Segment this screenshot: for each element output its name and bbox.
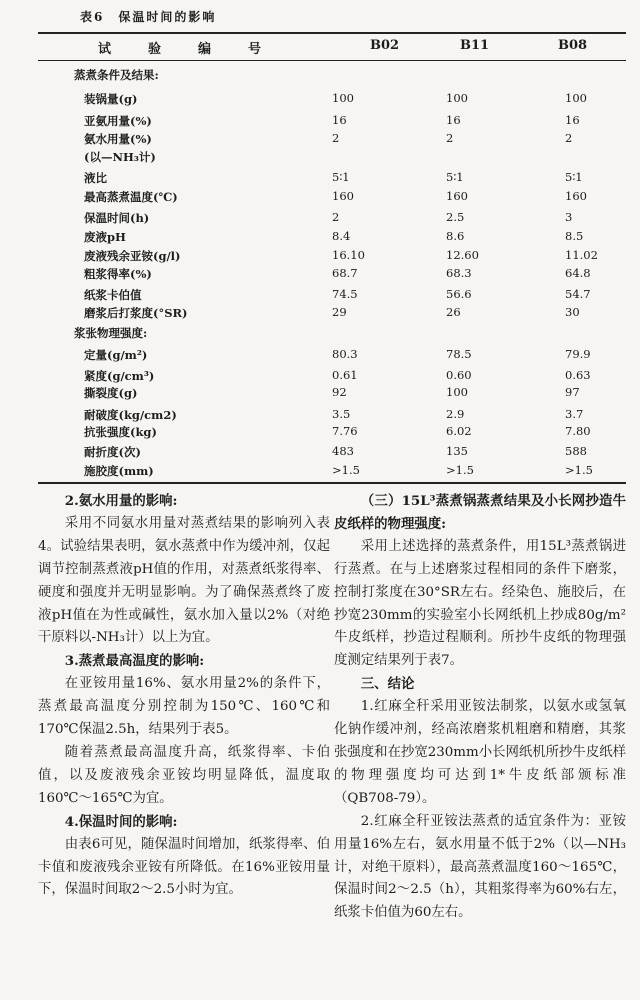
table-cell: 54.7 <box>565 287 591 301</box>
table-cell: 8.4 <box>332 229 351 243</box>
table-row <box>0 266 626 286</box>
table-row <box>0 385 626 405</box>
paragraph: 1.红麻全秆采用亚铵法制浆，以氨水或氢氧化钠作缓冲剂，经高浓磨浆机粗磨和精磨，其浆张强度和在抄宽230mm小长网纸机所抄牛皮纸样的物理强度均可达到1*牛皮纸部颁标准（QB708-79）。 <box>334 699 626 806</box>
table-cell: 92 <box>332 385 347 399</box>
row-label: 耐折度(次) <box>84 445 141 459</box>
table-cell: 0.60 <box>446 368 472 382</box>
table-row <box>0 347 626 367</box>
table-cell: 16.10 <box>332 248 365 262</box>
table-cell: 6.02 <box>446 424 472 438</box>
table-cell: >1.5 <box>446 463 474 477</box>
table-cell: 100 <box>565 91 587 105</box>
table-row <box>0 305 626 325</box>
row-label: 液比 <box>84 171 107 185</box>
row-label: 保温时间(h) <box>84 211 150 225</box>
table-row <box>0 463 626 483</box>
row-label: 废液pH <box>84 230 126 244</box>
table-cell: 78.5 <box>446 347 472 361</box>
section-heading: （三）15L³蒸煮锅蒸煮结果及小长网抄造牛皮纸样的物理强度: <box>334 493 626 532</box>
table-row <box>0 149 626 169</box>
table-cell: >1.5 <box>332 463 360 477</box>
table-cell: 100 <box>446 91 468 105</box>
paragraph: 由表6可见，随保温时间增加，纸浆得率、伯卡值和废液残余亚铵有所降低。在16%亚铵用量下，保温时间取2～2.5小时为宜。 <box>38 836 330 898</box>
table-cell: 2.5 <box>446 210 465 224</box>
table-row <box>0 170 626 190</box>
table-cell: 483 <box>332 444 354 458</box>
table-cell: 2.9 <box>446 407 465 421</box>
table-cell: 5∶1 <box>446 170 464 184</box>
paragraph: 2.红麻全秆亚铵法蒸煮的适宜条件为：亚铵用量16%左右，氨水用量不低于2%（以—NH₃计，对绝干原料），最高蒸煮温度160～165℃，保温时间2～2.5（h），其粗浆得率为60%右左，纸浆卡伯值为60左右。 <box>334 813 626 921</box>
table-cell: 30 <box>565 305 580 319</box>
table-cell: 68.7 <box>332 266 358 280</box>
header-b08: B08 <box>558 38 588 53</box>
header-test-number: 试 验 编 号 <box>98 42 274 57</box>
table-cell: 8.5 <box>565 229 584 243</box>
table-cell: 160 <box>565 189 587 203</box>
table-row <box>0 67 626 87</box>
row-label: (以—NH₃计) <box>84 150 156 164</box>
paragraph: 采用上述选择的蒸煮条件，用15L³蒸煮锅进行蒸煮。在与上述磨浆过程相同的条件下磨浆，控制打浆度在30°SR左右。经染色、施胶后，在抄宽230mm的实验室小长网纸机上抄成80g/m²牛皮纸样，抄造过程顺利。所抄牛皮纸的物理强度测定结果列于表7。 <box>334 538 626 669</box>
table-cell: 100 <box>446 385 468 399</box>
table-cell: 8.6 <box>446 229 465 243</box>
table-cell: 135 <box>446 444 468 458</box>
table-cell: 160 <box>446 189 468 203</box>
table-cell: 16 <box>565 113 580 127</box>
table-caption: 表6 保温时间的影响 <box>80 10 217 24</box>
table-cell: 2 <box>446 131 454 145</box>
table-cell: 16 <box>332 113 347 127</box>
row-label: 定量(g/m²) <box>84 348 148 362</box>
row-label: 抗张强度(kg) <box>84 425 157 439</box>
table-cell: 11.02 <box>565 248 598 262</box>
table-cell: 97 <box>565 385 580 399</box>
section-heading: 三、结论 <box>360 676 415 693</box>
row-label: 纸浆卡伯值 <box>84 288 142 302</box>
row-label: 磨浆后打浆度(°SR) <box>84 306 188 320</box>
table-row <box>0 248 626 268</box>
row-label: 耐破度(kg/cm2) <box>84 408 177 422</box>
table-cell: 56.6 <box>446 287 472 301</box>
table-cell: 3 <box>565 210 573 224</box>
row-label: 装锅量(g) <box>84 92 138 106</box>
table-cell: 0.63 <box>565 368 591 382</box>
table-header-rule <box>38 60 626 61</box>
row-label: 氨水用量(%) <box>84 132 152 146</box>
table-header <box>38 38 626 58</box>
row-label: 撕裂度(g) <box>84 386 138 400</box>
table-cell: 5∶1 <box>565 170 583 184</box>
table-cell: 7.76 <box>332 424 358 438</box>
table-cell: >1.5 <box>565 463 593 477</box>
table-cell: 12.60 <box>446 248 479 262</box>
table-cell: 5∶1 <box>332 170 350 184</box>
table-cell: 2 <box>332 131 340 145</box>
paragraph: 随着蒸煮最高温度升高，纸浆得率、卡伯值，以及废液残余亚铵均明显降低，温度取160℃～165℃为宜。 <box>38 744 330 806</box>
table-cell: 2 <box>332 210 340 224</box>
table-row <box>0 229 626 249</box>
table-bottom-rule <box>38 482 626 484</box>
header-b11: B11 <box>460 38 490 53</box>
table-row <box>0 113 626 133</box>
header-b02: B02 <box>370 38 400 53</box>
table-row <box>0 189 626 209</box>
section-heading: 3.蒸煮最高温度的影响: <box>64 653 205 670</box>
table-row <box>0 91 626 111</box>
table-row <box>0 325 626 345</box>
table-cell: 3.7 <box>565 407 584 421</box>
left-text-column <box>38 490 330 902</box>
paragraph: 在亚铵用量16%、氨水用量2%的条件下，蒸煮最高温度分别控制为150℃、160℃和170℃保温2.5h，结果列于表5。 <box>38 676 330 738</box>
table-cell: 74.5 <box>332 287 358 301</box>
row-label: 施胶度(mm) <box>84 464 154 478</box>
table-row <box>0 287 626 307</box>
row-section-label: 浆张物理强度: <box>74 326 148 340</box>
table-cell: 64.8 <box>565 266 591 280</box>
table-cell: 26 <box>446 305 461 319</box>
row-section-label: 蒸煮条件及结果: <box>74 68 159 82</box>
table-cell: 16 <box>446 113 461 127</box>
table-cell: 3.5 <box>332 407 351 421</box>
row-label: 粗浆得率(%) <box>84 267 152 281</box>
right-text-column <box>334 490 626 925</box>
table-cell: 588 <box>565 444 587 458</box>
table-cell: 79.9 <box>565 347 591 361</box>
row-label: 废液残余亚铵(g/l) <box>84 249 181 263</box>
section-heading: 4.保温时间的影响: <box>64 813 178 830</box>
table-row <box>0 131 626 151</box>
table-cell: 80.3 <box>332 347 358 361</box>
row-label: 亚氨用量(%) <box>84 114 152 128</box>
section-heading: 2.氨水用量的影响: <box>64 493 178 509</box>
table-cell: 7.80 <box>565 424 591 438</box>
table-cell: 29 <box>332 305 347 319</box>
table-top-rule <box>38 32 626 34</box>
table-cell: 0.61 <box>332 368 358 382</box>
row-label: 最高蒸煮温度(℃) <box>84 190 178 204</box>
table-row <box>0 444 626 464</box>
table-cell: 68.3 <box>446 266 472 280</box>
table-row <box>0 424 626 444</box>
table-cell: 100 <box>332 91 354 105</box>
paragraph: 采用不同氨水用量对蒸煮结果的影响列入表4。试验结果表明，氨水蒸煮中作为缓冲剂，仅起调节控制蒸煮液pH值的作用，对蒸煮纸浆得率、硬度和强度并无明显影响。为了确保蒸煮终了废液pH值在为性或碱性，氨水加入量以2%（对绝干原料以-NH₃计）以上为宜。 <box>38 515 330 646</box>
row-label: 紧度(g/cm³) <box>84 369 155 383</box>
table-row <box>0 210 626 230</box>
table-cell: 160 <box>332 189 354 203</box>
table-cell: 2 <box>565 131 573 145</box>
